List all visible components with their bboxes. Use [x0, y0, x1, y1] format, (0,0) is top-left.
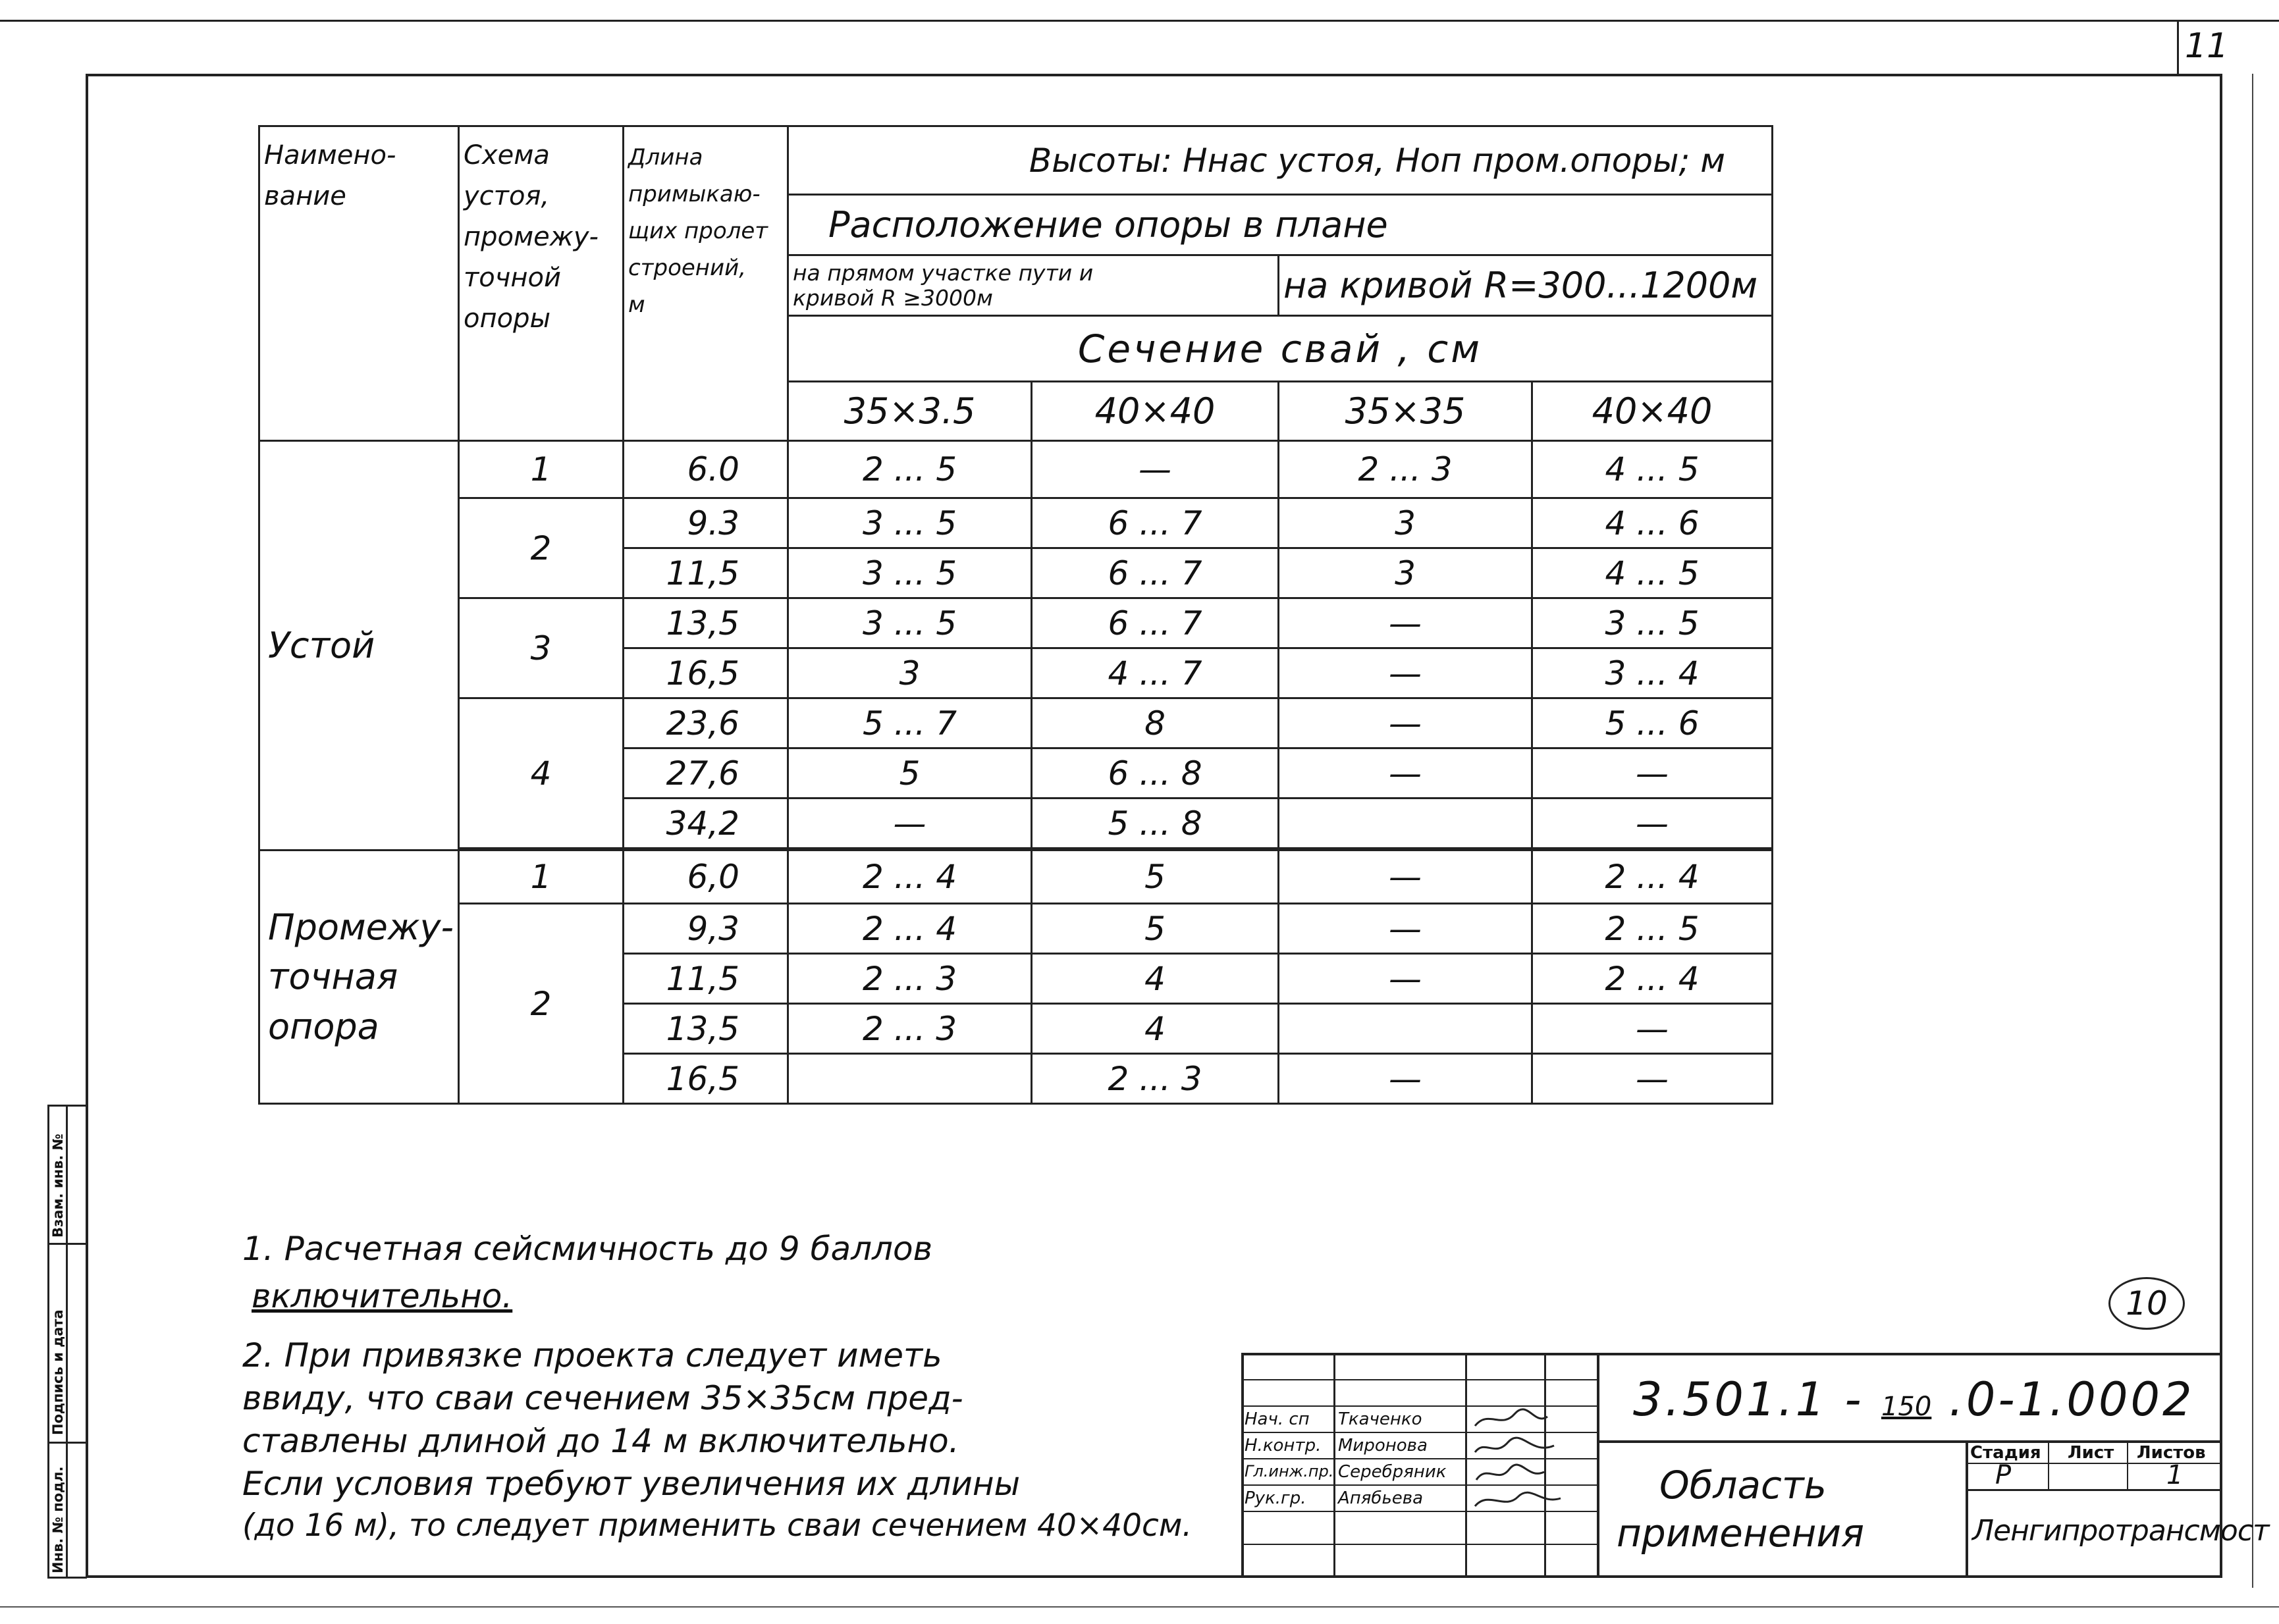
value-cell: — [1532, 1054, 1772, 1104]
scheme-cell: 3 [458, 598, 623, 698]
note-2-line-4: Если условия требуют увеличения их длины [242, 1465, 1021, 1503]
side-stamp-label-signature: Подпись и дата [50, 1309, 66, 1435]
value-cell: 6 ... 7 [1031, 598, 1278, 648]
frame-bottom-trim [0, 1606, 2279, 1608]
pile-table [258, 125, 1773, 1105]
side-stamp-label-inv: Инв. № подл. [50, 1466, 66, 1573]
length-cell: 27,6 [623, 748, 788, 799]
side-stamp-label-replace: Взам. инв. № [50, 1134, 66, 1238]
length-cell: 23,6 [623, 698, 788, 748]
sheets-value: 1 [2166, 1460, 2184, 1490]
sheets-header: Листов [2137, 1443, 2206, 1463]
stage-value: Р [1995, 1460, 2012, 1490]
frame-right-trim [2252, 74, 2253, 1588]
staff-role: Н.контр. [1245, 1436, 1322, 1455]
value-cell: 5 [1031, 904, 1278, 954]
staff-name: Апябьева [1338, 1488, 1424, 1508]
circled-number: 10 [2108, 1277, 2185, 1330]
value-cell: 3 ... 4 [1532, 648, 1772, 698]
value-cell: 2 ... 3 [788, 1004, 1031, 1054]
value-cell: — [1278, 851, 1532, 904]
value-cell: 2 ... 5 [1532, 904, 1772, 954]
sheet-top-border [0, 20, 2279, 22]
value-cell: — [1532, 748, 1772, 799]
value-cell: 5 [1031, 851, 1278, 904]
header-curve-track: на кривой R=300...1200м [1278, 255, 1772, 316]
value-cell: 3 [1278, 498, 1532, 548]
staff-role: Нач. сп [1245, 1409, 1310, 1429]
value-cell: — [1278, 698, 1532, 748]
value-cell: 4 [1031, 954, 1278, 1004]
length-cell: 16,5 [623, 648, 788, 698]
value-cell: 3 ... 5 [1532, 598, 1772, 648]
value-cell: — [1278, 598, 1532, 648]
value-cell: 3 ... 5 [788, 498, 1031, 548]
document-code-main: 3.501.1 - [1633, 1373, 1864, 1427]
value-cell: 6 ... 7 [1031, 498, 1278, 548]
length-cell: 16,5 [623, 1054, 788, 1104]
header-size: 35×3.5 [788, 382, 1031, 441]
header-name: Наимено- вание [259, 126, 459, 441]
side-stamp-inner-line [66, 1106, 68, 1579]
value-cell: 4 ... 7 [1031, 648, 1278, 698]
organization: Ленгипротрансмост [1972, 1514, 2269, 1548]
group-name: Устой [259, 441, 459, 851]
header-size: 40×40 [1031, 382, 1278, 441]
value-cell: 5 ... 7 [788, 698, 1031, 748]
value-cell: — [1532, 1004, 1772, 1054]
stage-header: Стадия [1970, 1443, 2041, 1463]
group-name: Промежу- точная опора [259, 851, 459, 1104]
header-pile-section: Сечение свай , см [788, 316, 1772, 382]
staff-role: Рук.гр. [1245, 1488, 1306, 1508]
value-cell: 2 ... 4 [788, 904, 1031, 954]
length-cell: 13,5 [623, 598, 788, 648]
scheme-cell: 1 [458, 441, 623, 498]
value-cell: 2 ... 5 [788, 441, 1031, 498]
scheme-cell: 2 [458, 498, 623, 598]
sheet-title-line-2: применения [1617, 1511, 1864, 1556]
note-1-line-1: 1. Расчетная сейсмичность до 9 баллов [242, 1230, 933, 1268]
value-cell: 2 ... 3 [788, 954, 1031, 1004]
note-1-line-2: включительно. [252, 1277, 513, 1315]
length-cell: 6,0 [623, 851, 788, 904]
value-cell: 4 [1031, 1004, 1278, 1054]
value-cell: 3 ... 5 [788, 598, 1031, 648]
staff-name: Миронова [1338, 1436, 1428, 1455]
value-cell: 5 ... 8 [1031, 799, 1278, 849]
value-cell: — [1532, 799, 1772, 849]
header-scheme: Схема устоя, промежу- точной опоры [458, 126, 623, 441]
document-code [1633, 1373, 2195, 1427]
document-code-tail: .0-1.0002 [1948, 1373, 2195, 1427]
value-cell: 5 ... 6 [1532, 698, 1772, 748]
value-cell: 2 ... 4 [1532, 851, 1772, 904]
note-2-line-3: ставлены длиной до 14 м включительно. [242, 1422, 959, 1460]
value-cell [1278, 1004, 1532, 1054]
document-code-number: 150 [1881, 1392, 1932, 1422]
value-cell: 4 ... 6 [1532, 498, 1772, 548]
value-cell: 3 ... 5 [788, 548, 1031, 598]
value-cell: — [788, 799, 1031, 849]
value-cell: 8 [1031, 698, 1278, 748]
note-2-line-1: 2. При привязке проекта следует иметь [242, 1336, 942, 1375]
sheet-number: 11 [2185, 26, 2229, 66]
value-cell: 6 ... 7 [1031, 548, 1278, 598]
header-straight-track: на прямом участке пути и кривой R ≥3000м [788, 255, 1278, 316]
length-cell: 11,5 [623, 954, 788, 1004]
value-cell: — [1278, 648, 1532, 698]
value-cell: — [1278, 904, 1532, 954]
length-cell: 6.0 [623, 441, 788, 498]
value-cell: 4 ... 5 [1532, 441, 1772, 498]
signatures-image [1468, 1406, 1567, 1511]
staff-name: Серебряник [1338, 1462, 1447, 1482]
value-cell: 3 [788, 648, 1031, 698]
value-cell: — [1278, 1054, 1532, 1104]
value-cell [788, 1054, 1031, 1104]
value-cell: — [1278, 748, 1532, 799]
value-cell: 6 ... 8 [1031, 748, 1278, 799]
value-cell: — [1031, 441, 1278, 498]
value-cell: 5 [788, 748, 1031, 799]
value-cell: 4 ... 5 [1532, 548, 1772, 598]
length-cell: 34,2 [623, 799, 788, 849]
length-cell: 11,5 [623, 548, 788, 598]
header-size: 40×40 [1532, 382, 1772, 441]
header-location: Расположение опоры в плане [788, 195, 1772, 255]
scheme-cell: 2 [458, 904, 623, 1104]
value-cell [1278, 799, 1532, 849]
staff-name: Ткаченко [1338, 1409, 1422, 1429]
header-size: 35×35 [1278, 382, 1532, 441]
header-length: Длина примыкаю- щих пролет строений, м [623, 126, 788, 441]
length-cell: 13,5 [623, 1004, 788, 1054]
note-2-line-5: (до 16 м), то следует применить сваи сечением 40×40см. [242, 1507, 1193, 1544]
length-cell: 9,3 [623, 904, 788, 954]
value-cell: 2 ... 4 [1532, 954, 1772, 1004]
scheme-cell: 4 [458, 698, 623, 849]
sheet-title-line-1: Область [1659, 1463, 1827, 1507]
value-cell: — [1278, 954, 1532, 1004]
scheme-cell: 1 [458, 851, 623, 904]
staff-role: Гл.инж.пр. [1245, 1462, 1334, 1480]
sheet-header: Лист [2068, 1443, 2114, 1463]
value-cell: 2 ... 4 [788, 851, 1031, 904]
header-heights: Высоты: Ннас устоя, Hоп пром.опоры; м [788, 126, 1772, 195]
value-cell: 2 ... 3 [1031, 1054, 1278, 1104]
value-cell: 2 ... 3 [1278, 441, 1532, 498]
length-cell: 9.3 [623, 498, 788, 548]
value-cell: 3 [1278, 548, 1532, 598]
note-2-line-2: ввиду, что сваи сечением 35×35см пред- [242, 1379, 963, 1417]
